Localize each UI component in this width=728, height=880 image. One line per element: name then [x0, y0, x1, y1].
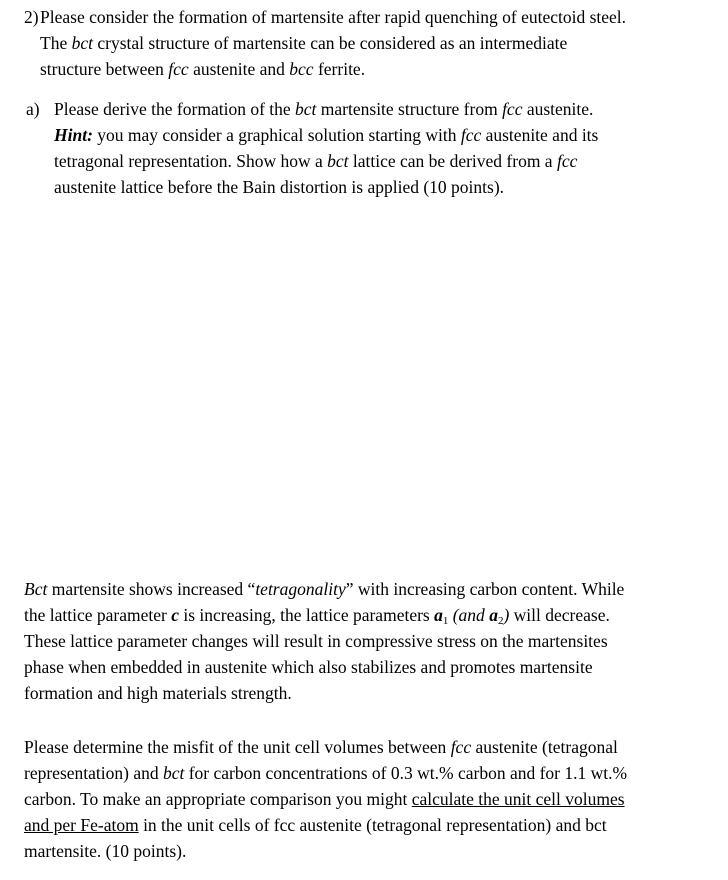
part-a-line-4: austenite lattice before the Bain distortion is applied (10 points).: [54, 177, 505, 197]
bct-line-1: Bct martensite shows increased “tetragonality” with increasing carbon content. While: [24, 579, 625, 599]
part-a-hint-line: Hint: you may consider a graphical solution starting with fcc austenite and its: [54, 125, 599, 145]
bct-martensite-paragraph: [24, 576, 624, 706]
bct-line-4: phase when embedded in austenite which also stabilizes and promotes martensite: [24, 657, 593, 677]
part-b-line-4: and per Fe-atom in the unit cells of fcc austenite (tetragonal representation) and bct: [24, 815, 607, 835]
question-2-stem: [40, 4, 626, 82]
bct-line-3: These lattice parameter changes will result in compressive stress on the martensites: [24, 631, 608, 651]
question-2-number: 2): [24, 7, 39, 27]
part-a-line-1: Please derive the formation of the bct martensite structure from fcc austenite.: [54, 99, 594, 119]
underlined-phrase-2: and per Fe-atom: [24, 815, 139, 835]
part-b-line-1: Please determine the misfit of the unit cell volumes between fcc austenite (tetragonal: [24, 737, 618, 757]
underlined-phrase-1: calculate the unit cell volumes: [411, 789, 625, 809]
part-b-text: [24, 734, 627, 864]
part-a-text: [54, 96, 598, 200]
hint-label: Hint:: [54, 125, 93, 145]
part-a-line-3: tetragonal representation. Show how a bct lattice can be derived from a fcc: [54, 151, 578, 171]
q2-line-2: The bct crystal structure of martensite can be considered as an intermediate: [40, 33, 568, 53]
q2-line-3: structure between fcc austenite and bcc ferrite.: [40, 59, 366, 79]
bct-line-2: the lattice parameter c is increasing, the lattice parameters $a_1$ (and $a_2$) will decrease.: [24, 605, 610, 627]
part-a-label: a): [26, 99, 40, 119]
part-b-line-2: representation) and bct for carbon concentrations of 0.3 wt.% carbon and for 1.1 wt.%: [24, 763, 628, 783]
part-b-line-5: martensite. (10 points).: [24, 841, 187, 861]
q2-line-1: Please consider the formation of martensite after rapid quenching of eutectoid steel.: [40, 7, 627, 27]
part-b-line-3: carbon. To make an appropriate comparison you might calculate the unit cell volumes: [24, 789, 625, 809]
bct-line-5: formation and high materials strength.: [24, 683, 292, 703]
